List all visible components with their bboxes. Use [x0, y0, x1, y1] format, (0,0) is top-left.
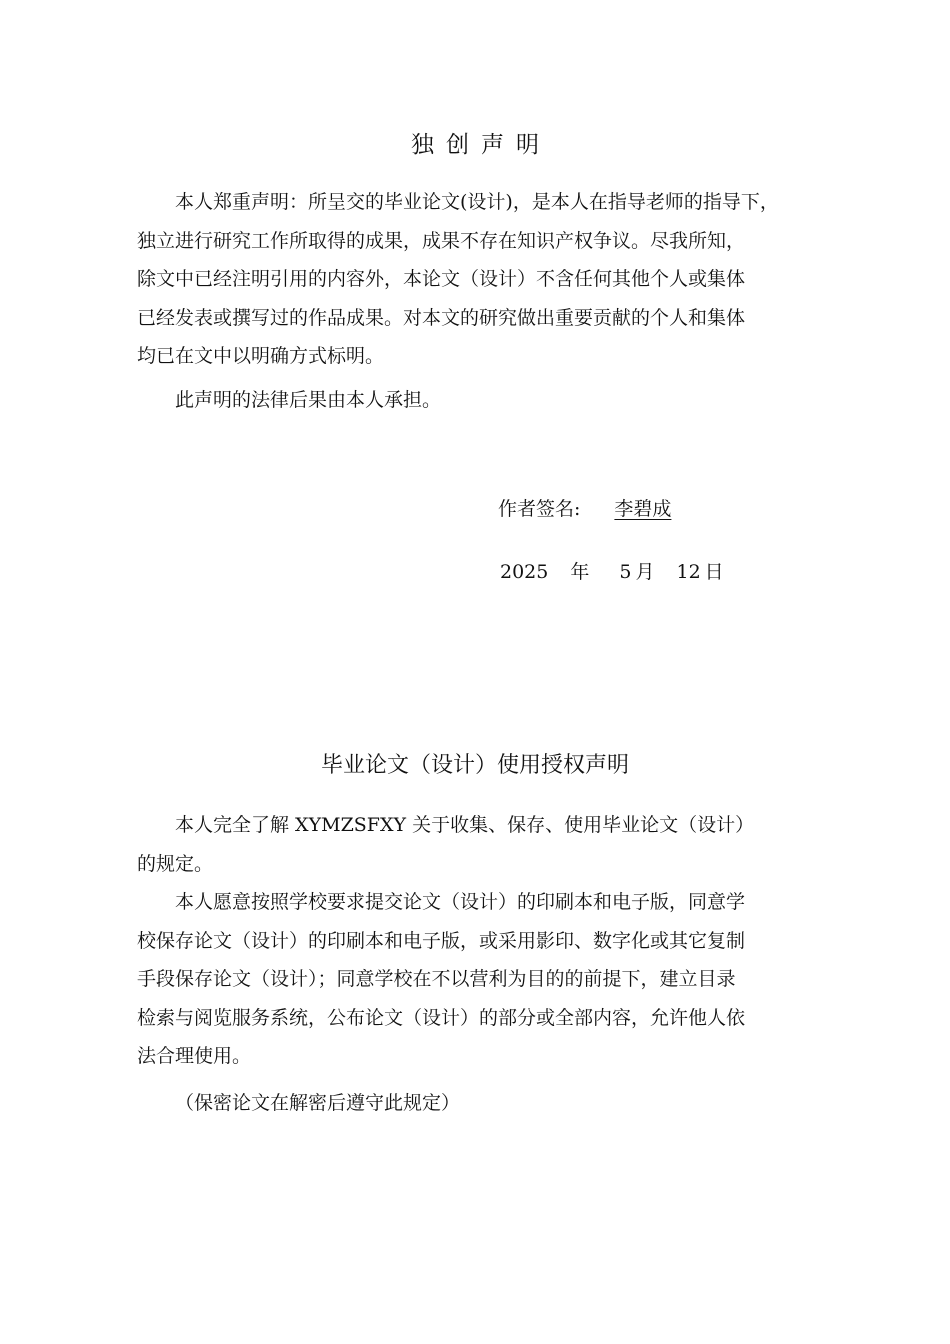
signature-row: [498, 494, 683, 521]
declaration-p1-line: 已经发表或撰写过的作品成果。对本文的研究做出重要贡献的个人和集体: [137, 306, 746, 329]
declaration-p1-line: 均已在文中以明确方式标明。: [137, 345, 385, 367]
declaration-title: 独创声明: [411, 132, 551, 158]
declaration-p1-line: 独立进行研究工作所取得的成果，成果不存在知识产权争议。尽我所知，: [137, 229, 746, 252]
date-year: 2025: [500, 561, 549, 583]
authorization-note: [137, 1084, 859, 1123]
declaration-paragraph-1: [137, 183, 859, 376]
date-month-unit: 月: [635, 561, 655, 583]
authorization-p1-line: 本人完全了解 XYMZSFXY 关于收集、保存、使用毕业论文（设计）: [175, 814, 755, 836]
authorization-p2-line: 法合理使用。: [137, 1045, 252, 1067]
declaration-p2-line: 此声明的法律后果由本人承担。: [175, 389, 442, 411]
authorization-p2-line: 检索与阅览服务系统，公布论文（设计）的部分或全部内容，允许他人依: [137, 1006, 746, 1029]
date-row: [500, 557, 724, 584]
authorization-p2-line: 手段保存论文（设计）；同意学校在不以营利为目的的前提下，建立目录: [137, 968, 736, 990]
date-day-unit: 日: [704, 561, 724, 583]
date-day: 12: [676, 561, 701, 583]
declaration-paragraph-2: [137, 381, 859, 420]
authorization-paragraph-1: [137, 806, 859, 883]
authorization-note-line: （保密论文在解密后遵守此规定）: [175, 1092, 461, 1114]
authorization-p1-line: 的规定。: [137, 852, 214, 875]
authorization-title: 毕业论文（设计）使用授权声明: [320, 753, 629, 778]
date-month: 5: [619, 561, 632, 583]
date-year-unit: 年: [570, 561, 590, 583]
declaration-p1-line: 本人郑重声明：所呈交的毕业论文(设计)，是本人在指导老师的指导下，: [175, 191, 779, 213]
signature-name: 李碧成: [614, 498, 672, 520]
authorization-p2-line: 本人愿意按照学校要求提交论文（设计）的印刷本和电子版，同意学: [175, 891, 746, 913]
authorization-p2-line: 校保存论文（设计）的印刷本和电子版，或采用影印、数字化或其它复制: [137, 929, 746, 952]
signature-label: 作者签名:: [498, 498, 581, 520]
authorization-paragraph-2: [137, 883, 859, 1076]
declaration-p1-line: 除文中已经注明引用的内容外，本论文（设计）不含任何其他个人或集体: [137, 268, 746, 290]
